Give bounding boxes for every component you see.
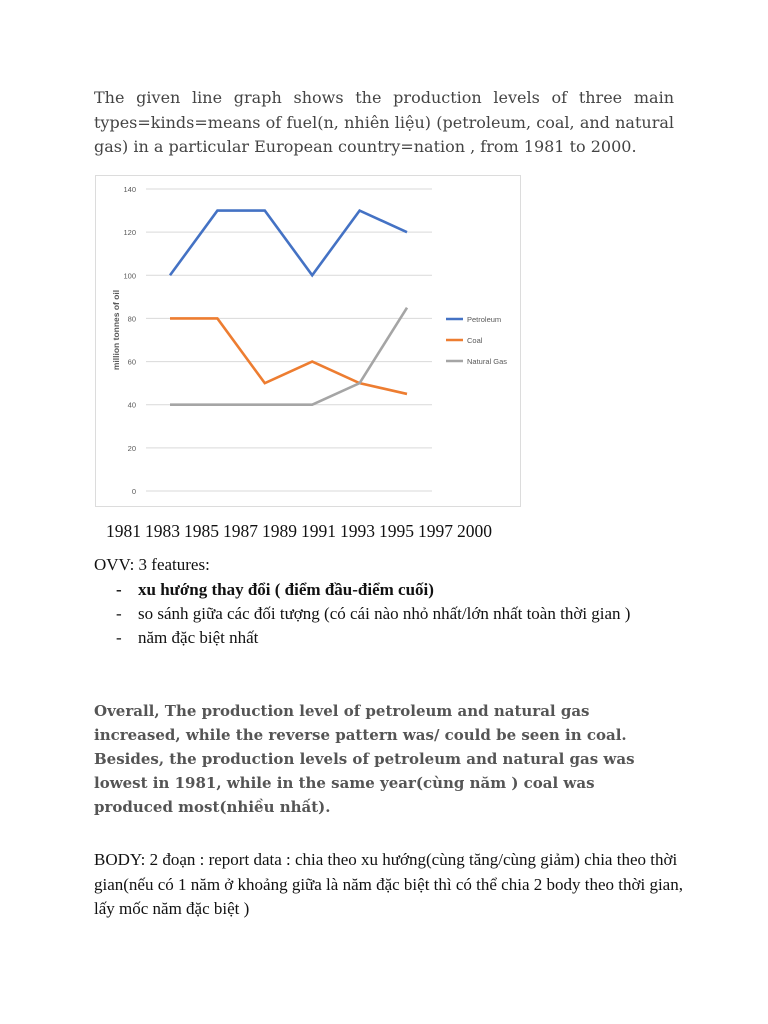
x-axis-years <box>106 521 546 542</box>
x-year-label: 1997 <box>418 521 453 541</box>
x-year-label: 1987 <box>223 521 258 541</box>
intro-paragraph: The given line graph shows the production levels of three main types=kinds=means of fuel(n, nhiên liệu) (petroleum, coal, and natural gas) in a particular European country=nation , from 1981 to 2000. <box>94 88 674 156</box>
x-year-label: 1983 <box>145 521 180 541</box>
y-tick-label: 40 <box>127 400 136 410</box>
y-tick-label: 120 <box>123 228 136 238</box>
y-tick-label: 100 <box>123 271 136 281</box>
series-line-coal <box>170 318 407 394</box>
y-axis-label: million tonnes of oil <box>111 289 121 371</box>
series-line-petroleum <box>170 211 407 276</box>
x-year-label: 1993 <box>340 521 375 541</box>
body-paragraph: BODY: 2 đoạn : report data : chia theo xu hướng(cùng tăng/cùng giảm) chia theo thời gian(nếu có 1 năm ở khoảng giữa là năm đặc biệt thì có thể chia 2 body theo thời gian, lấy mốc năm đặc biệt ) <box>94 850 683 918</box>
list-item: - năm đặc biệt nhất <box>94 626 694 650</box>
series-line-natural-gas <box>170 308 407 405</box>
overall-paragraph: Overall, The production level of petroleum and natural gas increased, while the reverse pattern was/ could be seen in coal. Besides, the production levels of petroleum and natural gas was lowest in 1981, while in the same year(cùng năm ) coal was produced most(nhiều nhất). <box>94 702 635 816</box>
x-year-label: 1991 <box>301 521 336 541</box>
x-year-label: 1981 <box>106 521 141 541</box>
y-tick-label: 20 <box>127 443 136 453</box>
legend-label: Petroleum <box>467 315 502 324</box>
x-year-label: 1985 <box>184 521 219 541</box>
feature-list <box>94 578 694 650</box>
y-tick-label: 0 <box>131 487 136 496</box>
ovv-heading: OVV: 3 features: <box>94 555 210 574</box>
y-tick-label: 80 <box>127 314 136 324</box>
chart-svg <box>96 176 520 506</box>
list-item: - xu hướng thay đổi ( điểm đầu-điểm cuối) <box>94 578 694 602</box>
y-tick-label: 60 <box>127 357 136 367</box>
line-chart <box>95 175 521 507</box>
list-item: - so sánh giữa các đối tượng (có cái nào nhỏ nhất/lớn nhất toàn thời gian ) <box>94 602 694 626</box>
x-year-label: 1989 <box>262 521 297 541</box>
y-tick-label: 140 <box>123 185 136 194</box>
x-year-label: 1995 <box>379 521 414 541</box>
x-year-label: 2000 <box>457 521 492 541</box>
legend-label: Natural Gas <box>467 357 508 366</box>
legend-label: Coal <box>467 336 483 345</box>
